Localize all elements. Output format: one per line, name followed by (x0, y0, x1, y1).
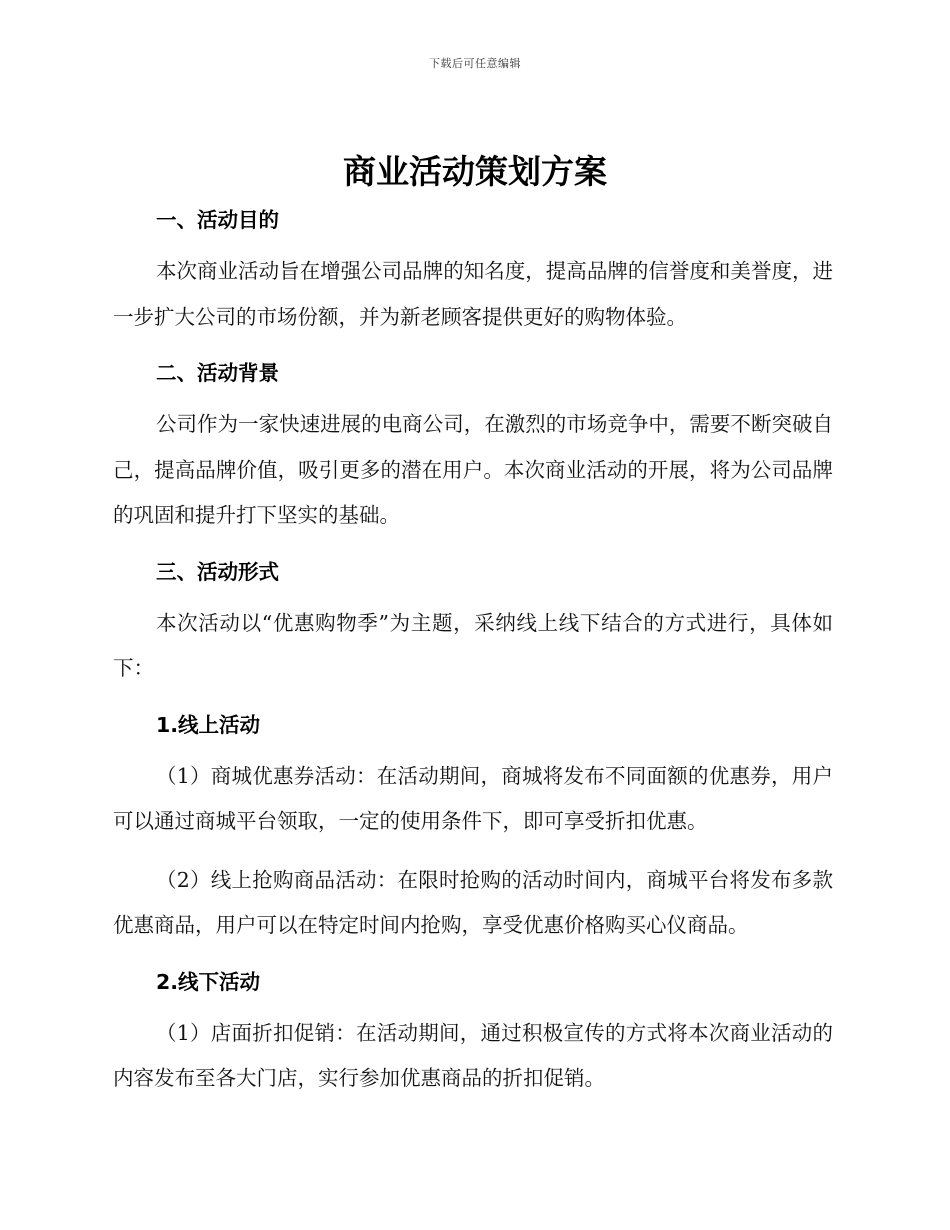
section-heading-purpose: 一、活动目的 (156, 208, 279, 232)
section-heading-background: 二、活动背景 (156, 361, 279, 385)
document-title: 商业活动策划方案 (343, 152, 607, 191)
paragraph-online-coupons: （1）商城优惠券活动：在活动期间，商城将发布不同面额的优惠券，用户可以通过商城平台领取，一定的使用条件下，即可享受折扣优惠。 (113, 763, 833, 833)
section-heading-online: 1.线上活动 (156, 712, 261, 737)
section-heading-format: 三、活动形式 (156, 559, 279, 584)
document-body (113, 200, 833, 1102)
paragraph-format: 本次活动以“优惠购物季”为主题，采纳线上线下结合的方式进行，具体如下： (113, 610, 833, 680)
paragraph-purpose: 本次商业活动旨在增强公司品牌的知名度，提高品牌的信誉度和美誉度，进一步扩大公司的市场份额，并为新老顾客提供更好的购物体验。 (113, 259, 833, 329)
paragraph-offline-discount: （1）店面折扣促销：在活动期间，通过积极宣传的方式将本次商业活动的内容发布至各大门店，实行参加优惠商品的折扣促销。 (113, 1020, 833, 1090)
paragraph-background: 公司作为一家快速进展的电商公司，在激烈的市场竞争中，需要不断突破自己，提高品牌价值，吸引更多的潜在用户。本次商业活动的开展，将为公司品牌的巩固和提升打下坚实的基础。 (113, 412, 833, 527)
page-header-note: 下载后可任意编辑 (429, 57, 521, 70)
section-heading-offline: 2.线下活动 (156, 969, 261, 994)
paragraph-online-flash-sale: （2）线上抢购商品活动：在限时抢购的活动时间内，商城平台将发布多款优惠商品，用户可以在特定时间内抢购，享受优惠价格购买心仪商品。 (113, 867, 833, 937)
